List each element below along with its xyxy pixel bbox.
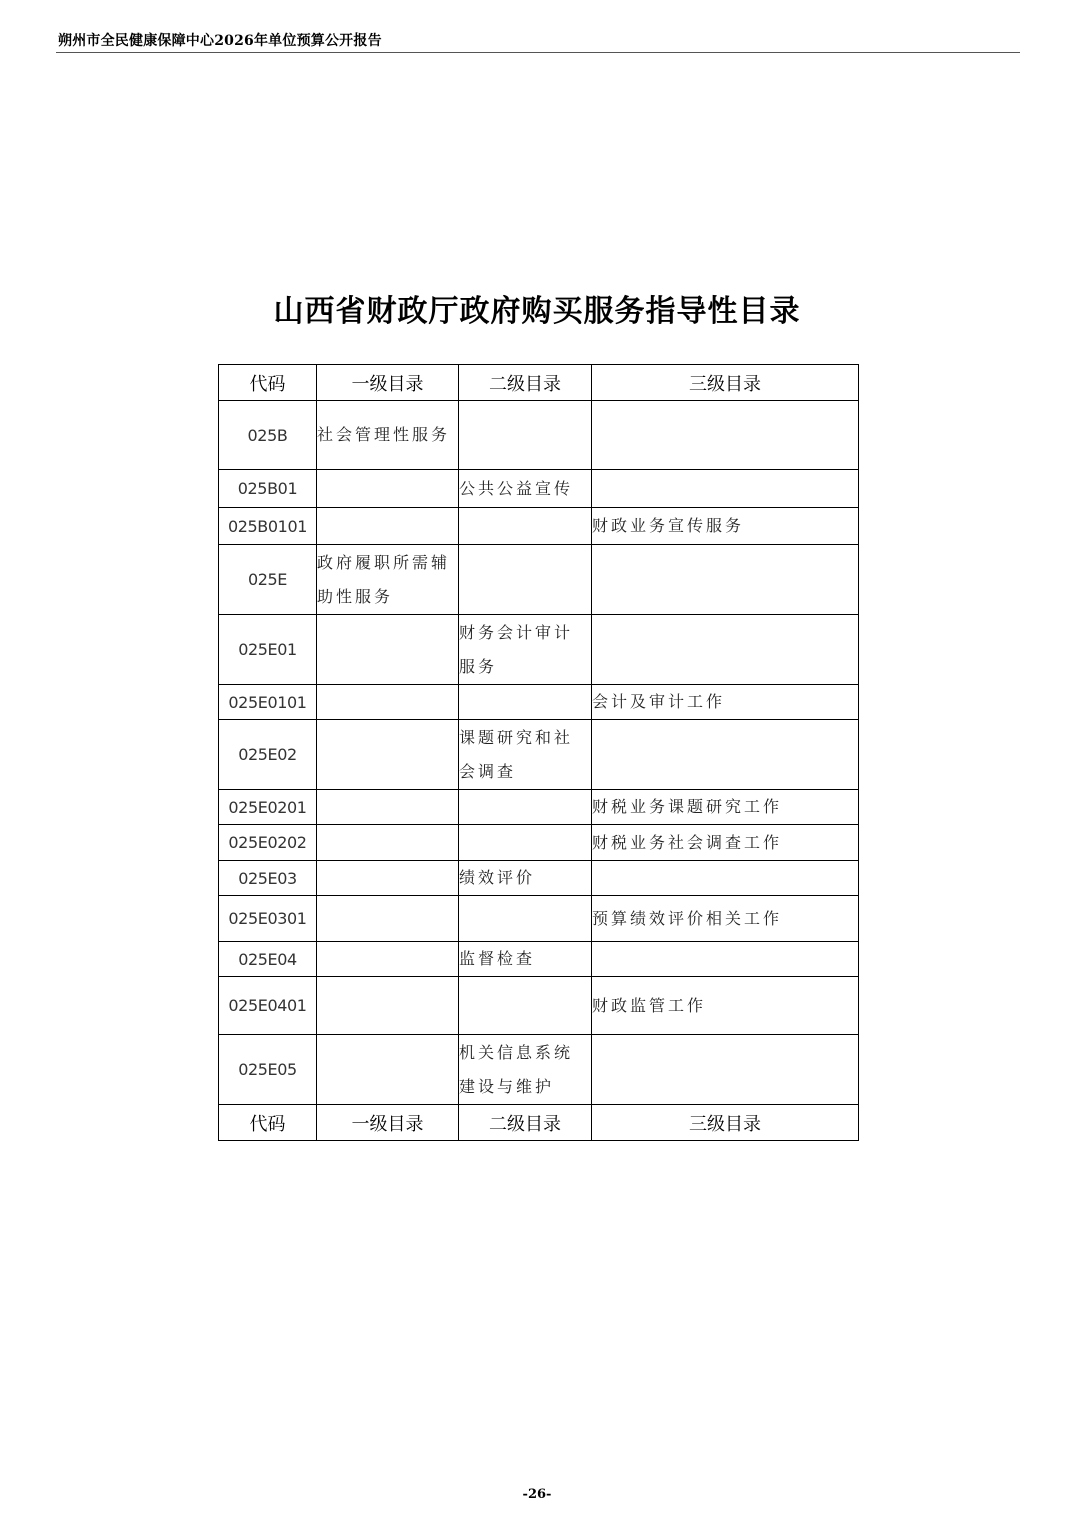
row-level1	[317, 861, 459, 896]
row-level3	[592, 615, 859, 685]
row-level1: 政府履职所需辅助性服务	[317, 545, 459, 615]
row-code: 025E0401	[219, 977, 317, 1035]
row-level2	[459, 685, 592, 720]
row-level3: 财政监管工作	[592, 977, 859, 1035]
row-code: 025E04	[219, 942, 317, 977]
column-footer-level2: 二级目录	[459, 1105, 592, 1141]
row-code: 025B	[219, 401, 317, 470]
row-level3	[592, 401, 859, 470]
row-level3	[592, 470, 859, 508]
row-code: 025E03	[219, 861, 317, 896]
row-level2	[459, 401, 592, 470]
row-level2: 财务会计审计服务	[459, 615, 592, 685]
table-row	[219, 615, 859, 685]
row-level1	[317, 896, 459, 942]
row-level2	[459, 825, 592, 861]
row-level1	[317, 790, 459, 825]
row-level3	[592, 545, 859, 615]
table-footer-row	[219, 1105, 859, 1141]
row-level1	[317, 942, 459, 977]
running-header: 朔州市全民健康保障中心2026年单位预算公开报告	[58, 33, 382, 49]
row-level2	[459, 977, 592, 1035]
page-number: -26-	[522, 1487, 552, 1502]
row-code: 025E05	[219, 1035, 317, 1105]
row-level1	[317, 508, 459, 545]
row-level2	[459, 508, 592, 545]
row-level2: 课题研究和社会调查	[459, 720, 592, 790]
table-row	[219, 790, 859, 825]
table-header-row	[219, 365, 859, 401]
table-row	[219, 401, 859, 470]
row-level2	[459, 790, 592, 825]
row-level3: 财政业务宣传服务	[592, 508, 859, 545]
row-code: 025E0201	[219, 790, 317, 825]
table-row	[219, 1035, 859, 1105]
row-level1	[317, 615, 459, 685]
row-level3	[592, 1035, 859, 1105]
table-row	[219, 825, 859, 861]
row-level2: 绩效评价	[459, 861, 592, 896]
column-footer-level3: 三级目录	[592, 1105, 859, 1141]
row-code: 025E0202	[219, 825, 317, 861]
table-row	[219, 720, 859, 790]
row-level2: 公共公益宣传	[459, 470, 592, 508]
table-row	[219, 470, 859, 508]
row-code: 025B01	[219, 470, 317, 508]
table-row	[219, 508, 859, 545]
row-code: 025B0101	[219, 508, 317, 545]
row-level1	[317, 720, 459, 790]
row-level2: 监督检查	[459, 942, 592, 977]
row-level3: 预算绩效评价相关工作	[592, 896, 859, 942]
header-divider	[56, 52, 1020, 53]
row-level1	[317, 977, 459, 1035]
column-header-level1: 一级目录	[317, 365, 459, 401]
table-row	[219, 942, 859, 977]
table-row	[219, 896, 859, 942]
row-level3	[592, 720, 859, 790]
column-header-level2: 二级目录	[459, 365, 592, 401]
row-level2: 机关信息系统建设与维护	[459, 1035, 592, 1105]
row-code: 025E01	[219, 615, 317, 685]
row-level1	[317, 685, 459, 720]
row-level3: 会计及审计工作	[592, 685, 859, 720]
row-level1	[317, 825, 459, 861]
service-catalog-table	[218, 364, 859, 1141]
row-code: 025E	[219, 545, 317, 615]
row-level2	[459, 545, 592, 615]
row-level1: 社会管理性服务	[317, 401, 459, 470]
row-level3	[592, 861, 859, 896]
table-row	[219, 861, 859, 896]
table-row	[219, 545, 859, 615]
table-row	[219, 685, 859, 720]
table-row	[219, 977, 859, 1035]
row-level3: 财税业务课题研究工作	[592, 790, 859, 825]
row-level2	[459, 896, 592, 942]
row-level3: 财税业务社会调查工作	[592, 825, 859, 861]
row-code: 025E0301	[219, 896, 317, 942]
column-header-level3: 三级目录	[592, 365, 859, 401]
column-header-code: 代码	[219, 365, 317, 401]
row-code: 025E0101	[219, 685, 317, 720]
row-level1	[317, 470, 459, 508]
column-footer-code: 代码	[219, 1105, 317, 1141]
row-level3	[592, 942, 859, 977]
row-level1	[317, 1035, 459, 1105]
document-title: 山西省财政厅政府购买服务指导性目录	[273, 294, 801, 329]
column-footer-level1: 一级目录	[317, 1105, 459, 1141]
row-code: 025E02	[219, 720, 317, 790]
